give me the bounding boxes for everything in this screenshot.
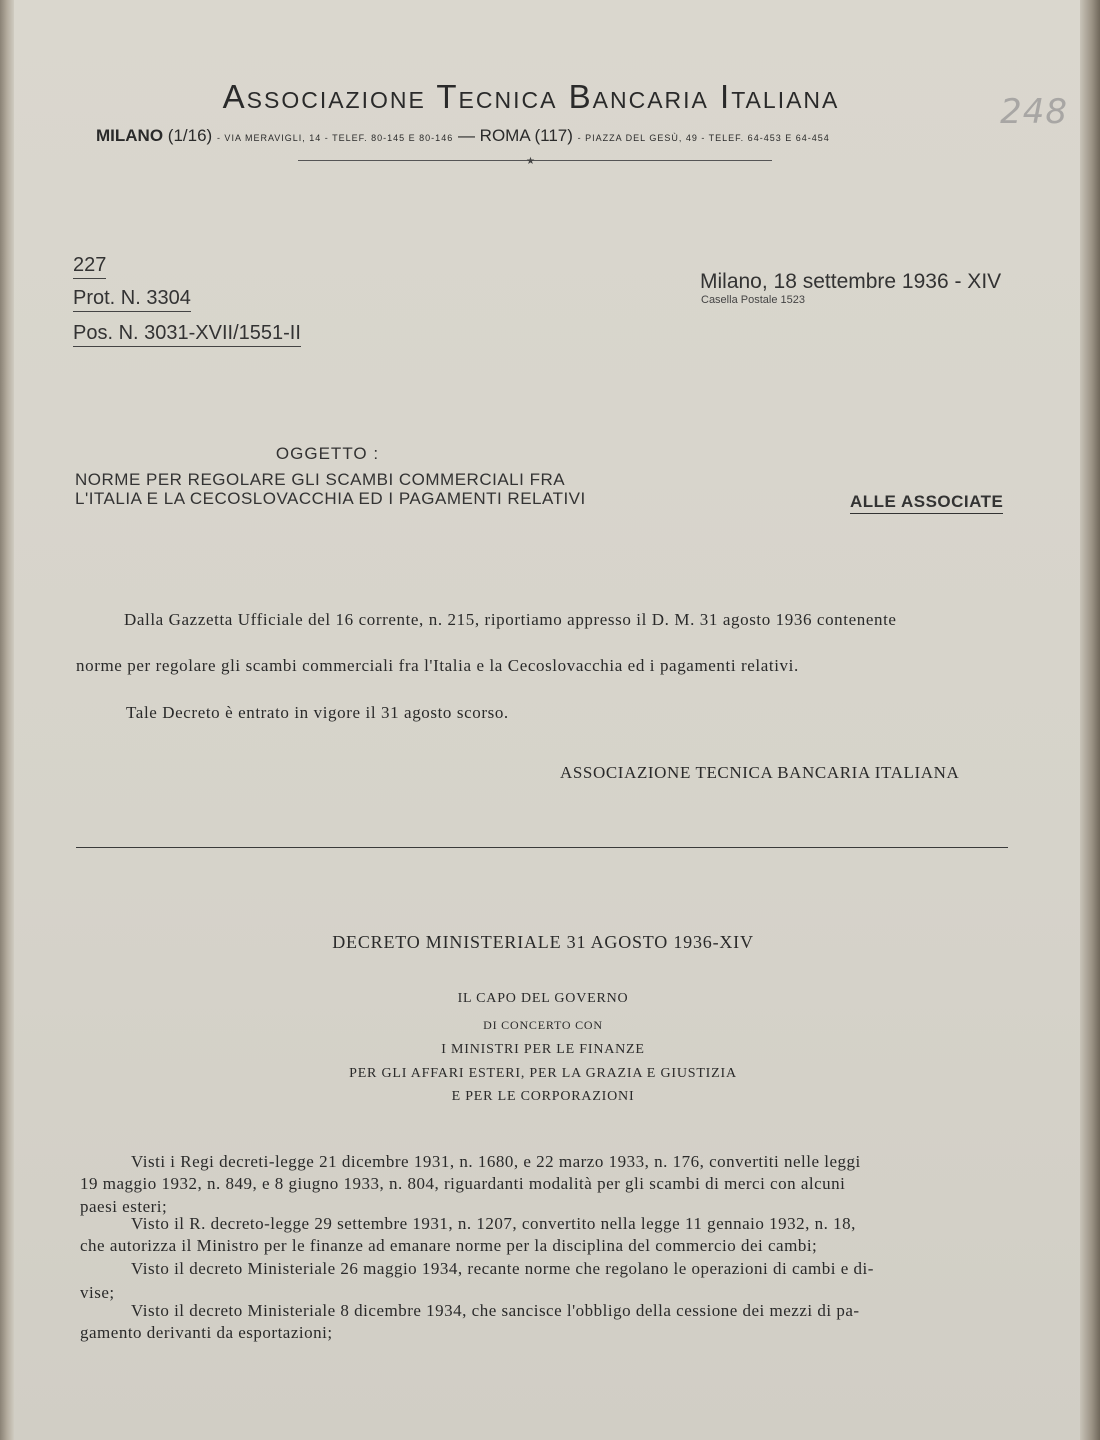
position-number-text: Pos. N. 3031-XVII/1551-II	[73, 322, 301, 347]
reference-number	[73, 254, 106, 277]
address-line	[96, 126, 996, 146]
star-icon: ★	[526, 156, 535, 167]
protocol-number-text: Prot. N. 3304	[73, 287, 191, 312]
binding-edge-right	[1080, 0, 1100, 1440]
recipient	[850, 492, 1003, 512]
decree-heading-5: E PER LE CORPORAZIONI	[451, 1089, 635, 1104]
postal-box: Casella Postale 1523	[701, 294, 805, 306]
header-rule	[298, 160, 772, 161]
decree-line: paesi esteri;	[80, 1197, 168, 1216]
letter-line-1: Dalla Gazzetta Ufficiale del 16 corrente, n. 215, riportiamo appresso il D. M. 31 agosto 1936 contenente	[124, 610, 897, 629]
roma-address: - PIAZZA DEL GESÙ, 49 - TELEF. 64-453 E 64-454	[577, 133, 830, 143]
protocol-number	[73, 287, 191, 310]
letter-signature: ASSOCIAZIONE TECNICA BANCARIA ITALIANA	[560, 763, 960, 782]
section-divider	[76, 847, 1008, 848]
milano-city: MILANO	[96, 126, 164, 145]
binding-edge-left	[0, 0, 14, 1440]
reference-number-text: 227	[73, 254, 106, 279]
milano-code: (1/16)	[167, 126, 213, 145]
decree-line: vise;	[80, 1283, 115, 1302]
subject-label: OGGETTO :	[275, 444, 380, 463]
handwritten-page-number: 248	[1000, 92, 1068, 132]
subject-line-1: NORME PER REGOLARE GLI SCAMBI COMMERCIALI FRA	[75, 470, 566, 489]
decree-line: 19 maggio 1932, n. 849, e 8 giugno 1933, n. 804, riguardanti modalità per gli scambi di merci con alcuni	[80, 1174, 846, 1193]
decree-heading-1: IL CAPO DEL GOVERNO	[457, 991, 629, 1006]
letter-line-3: Tale Decreto è entrato in vigore il 31 agosto scorso.	[126, 703, 509, 722]
decree-title: DECRETO MINISTERIALE 31 AGOSTO 1936-XIV	[332, 932, 754, 952]
decree-heading-2: DI CONCERTO CON	[483, 1018, 603, 1032]
letter-line-2: norme per regolare gli scambi commerciali fra l'Italia e la Cecoslovacchia ed i pagamenti relativi.	[76, 656, 799, 675]
subject-line-2: L'ITALIA E LA CECOSLOVACCHIA ED I PAGAMENTI RELATIVI	[75, 489, 586, 508]
address-separator: —	[457, 126, 475, 145]
milano-address: - VIA MERAVIGLI, 14 - TELEF. 80-145 E 80-146	[216, 133, 454, 143]
roma-city: ROMA	[479, 126, 530, 145]
decree-line: Visto il R. decreto-legge 29 settembre 1931, n. 1207, convertito nella legge 11 gennaio 1932, n. 18,	[131, 1214, 856, 1233]
decree-line: Visto il decreto Ministeriale 26 maggio 1934, recante norme che regolano le operazioni di cambi e di-	[131, 1259, 874, 1278]
organization-name: Associazione Tecnica Bancaria Italiana	[222, 78, 840, 115]
place-date: Milano, 18 settembre 1936 - XIV	[700, 270, 1002, 293]
decree-line: Visti i Regi decreti-legge 21 dicembre 1931, n. 1680, e 22 marzo 1933, n. 176, convertiti nelle leggi	[131, 1152, 861, 1171]
decree-line: che autorizza il Ministro per le finanze ad emanare norme per la disciplina del commercio dei cambi;	[80, 1236, 818, 1255]
position-number	[73, 322, 301, 345]
recipient-text: ALLE ASSOCIATE	[850, 492, 1003, 514]
roma-code: (117)	[534, 126, 573, 145]
decree-heading-3: I MINISTRI PER LE FINANZE	[441, 1042, 645, 1057]
decree-line: Visto il decreto Ministeriale 8 dicembre 1934, che sancisce l'obbligo della cessione dei mezzi di pa-	[131, 1301, 860, 1320]
decree-heading-4: PER GLI AFFARI ESTERI, PER LA GRAZIA E GIUSTIZIA	[349, 1066, 737, 1081]
decree-line: gamento derivanti da esportazioni;	[80, 1323, 333, 1342]
